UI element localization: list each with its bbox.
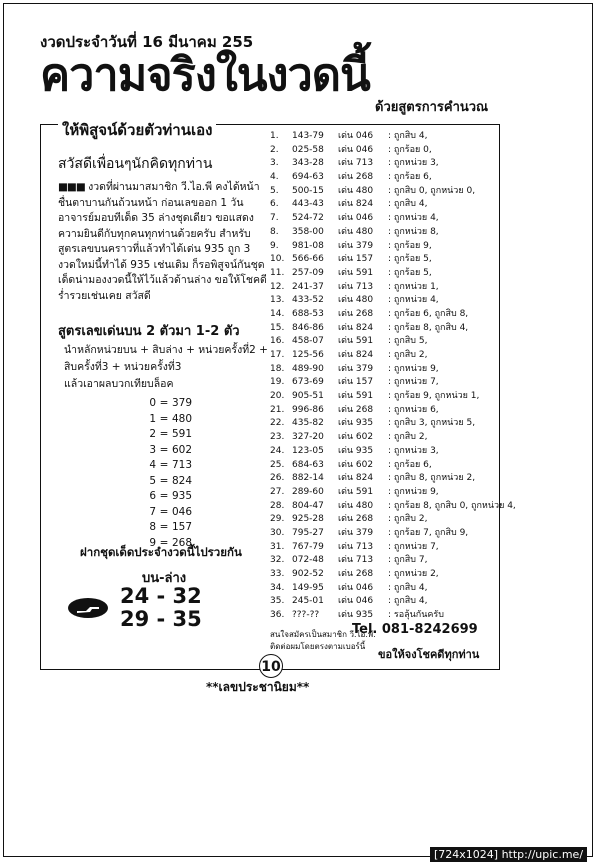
lock-value: 824 xyxy=(172,474,193,487)
result-status: : ถูกร้อย 5, xyxy=(388,254,432,265)
lock-value: 046 xyxy=(172,505,193,518)
result-index: 13. xyxy=(270,295,285,306)
result-draw: 433-52 xyxy=(292,295,324,306)
result-pick: เด่น 824 xyxy=(338,199,374,210)
result-draw: 925-28 xyxy=(292,514,324,525)
result-pick: เด่น 824 xyxy=(338,322,374,333)
result-row xyxy=(270,226,516,240)
result-pick: เด่น 046 xyxy=(338,131,374,141)
result-index: 23. xyxy=(270,432,285,443)
result-row xyxy=(270,417,516,431)
contact-line-2: ติดต่อผมโดยตรงตามเบอร์นี้ xyxy=(270,642,366,651)
result-draw: 458-07 xyxy=(292,336,324,347)
result-status: : ถูกหน่วย 4, xyxy=(388,295,439,306)
result-pick: เด่น 268 xyxy=(338,172,374,183)
result-pick: เด่น 591 xyxy=(338,267,374,278)
result-draw: 072-48 xyxy=(292,555,324,566)
lock-row xyxy=(130,428,192,444)
result-draw: 767-79 xyxy=(292,541,324,552)
issue-date: งวดประจำวันที่ 16 มีนาคม 255 xyxy=(40,33,254,51)
result-draw: 981-08 xyxy=(292,240,324,251)
formula-body: นำหลักหน่วยบน + สิบล่าง + หน่วยครั้งที่2 + สิบครั้งที่3 + หน่วยครั้งที่3 xyxy=(64,344,268,373)
result-draw: 257-09 xyxy=(292,267,324,278)
result-pick: เด่น 379 xyxy=(338,240,374,251)
result-draw: 443-43 xyxy=(292,199,324,210)
result-index: 34. xyxy=(270,582,285,593)
result-index: 15. xyxy=(270,322,285,333)
page-title: ความจริงในงวดนี้ xyxy=(40,48,370,101)
lock-row xyxy=(130,413,192,429)
lock-value: 591 xyxy=(172,428,193,440)
lock-key: 1 xyxy=(149,412,156,425)
bullet-marks: ■■■ xyxy=(58,181,85,193)
result-index: 25. xyxy=(270,459,285,470)
result-pick: เด่น 591 xyxy=(338,336,374,347)
result-pick: เด่น 379 xyxy=(338,527,374,538)
result-index: 10. xyxy=(270,254,285,265)
bon-lang-label: บน-ล่าง xyxy=(142,571,187,586)
result-row xyxy=(270,363,516,377)
result-index: 18. xyxy=(270,363,285,374)
result-status: : ถูกร้อย 6, xyxy=(388,172,432,183)
results-list xyxy=(270,130,516,623)
page-number: 10 xyxy=(259,654,283,678)
result-row xyxy=(270,582,516,596)
result-pick: เด่น 713 xyxy=(338,158,374,169)
result-row xyxy=(270,294,516,308)
result-status: : ถูกหน่วย 9, xyxy=(388,486,439,497)
equals-sign: = xyxy=(159,474,169,487)
result-pick: เด่น 046 xyxy=(338,596,374,607)
result-index: 1. xyxy=(270,131,279,141)
result-pick: เด่น 480 xyxy=(338,500,374,511)
result-status: : ถูกสิบ 4, xyxy=(388,199,428,210)
lock-key: 8 xyxy=(149,521,156,533)
lock-key: 6 xyxy=(149,490,156,502)
equals-sign: = xyxy=(159,443,169,456)
result-row xyxy=(270,130,516,144)
result-status: : ถูกหน่วย 7, xyxy=(388,541,439,552)
equals-sign: = xyxy=(159,505,169,518)
result-index: 26. xyxy=(270,473,285,484)
result-row xyxy=(270,445,516,459)
result-pick: เด่น 480 xyxy=(338,226,374,237)
result-status: : ถูกสิบ 3, ถูกหน่วย 5, xyxy=(388,418,476,429)
result-draw: ???-?? xyxy=(292,610,320,621)
recommendation-note: ฝากชุดเด็ดประจำงวดนี้ไปรวยกัน xyxy=(80,545,242,559)
closing-line: ขอให้จงโชคดีทุกท่าน xyxy=(378,648,480,661)
result-index: 17. xyxy=(270,350,285,360)
result-status: : ถูกสิบ 4, xyxy=(388,582,428,593)
contact-line-1: สนใจสมัครเป็นสมาชิก วี.ไอ.พี. xyxy=(270,630,376,639)
result-status: : ถูกสิบ 0, ถูกหน่วย 0, xyxy=(388,185,476,196)
result-draw: 489-90 xyxy=(292,363,324,374)
result-index: 22. xyxy=(270,418,285,429)
result-draw: 882-14 xyxy=(292,473,324,484)
result-status: : ถูกหน่วย 4, xyxy=(388,213,439,224)
result-pick: เด่น 824 xyxy=(338,350,374,360)
lock-key: 2 xyxy=(149,428,156,440)
result-row xyxy=(270,554,516,568)
lock-key: 5 xyxy=(149,474,156,487)
result-pick: เด่น 713 xyxy=(338,555,374,566)
intro-paragraph xyxy=(58,180,268,304)
lock-value: 379 xyxy=(172,397,193,409)
result-index: 8. xyxy=(270,226,279,237)
lock-key: 9 xyxy=(149,536,156,549)
result-status: : ถูกสิบ 4, xyxy=(388,131,428,141)
lock-key: 3 xyxy=(149,443,156,456)
result-status: : ถูกร้อย 9, ถูกหน่วย 1, xyxy=(388,391,480,402)
result-row xyxy=(270,253,516,267)
result-draw: 123-05 xyxy=(292,445,324,456)
result-status: : ถูกสิบ 4, xyxy=(388,596,428,607)
greeting: สวัสดีเพื่อนๆนักคิดทุกท่าน xyxy=(58,156,213,172)
result-draw: 524-72 xyxy=(292,213,324,224)
equals-sign: = xyxy=(159,490,169,502)
pair-1: 24 - 32 xyxy=(120,584,202,608)
result-row xyxy=(270,198,516,212)
result-index: 29. xyxy=(270,514,285,525)
phone-number: Tel. 081-8242699 xyxy=(352,622,478,637)
result-pick: เด่น 268 xyxy=(338,308,374,319)
result-index: 4. xyxy=(270,172,279,183)
result-draw: 327-20 xyxy=(292,432,324,443)
stack-intro: แล้วเอาผลบวกเทียบล็อค xyxy=(64,378,174,390)
result-draw: 025-58 xyxy=(292,144,324,155)
lock-row xyxy=(130,475,192,491)
lock-key: 7 xyxy=(149,505,156,518)
result-row xyxy=(270,404,516,418)
result-row xyxy=(270,267,516,281)
result-row xyxy=(270,335,516,349)
result-row xyxy=(270,185,516,199)
result-row xyxy=(270,486,516,500)
result-status: : ถูกหน่วย 2, xyxy=(388,569,439,579)
result-index: 32. xyxy=(270,555,285,566)
result-index: 2. xyxy=(270,144,279,155)
result-row xyxy=(270,609,516,623)
lock-value: 935 xyxy=(172,490,193,502)
result-row xyxy=(270,459,516,473)
result-status: : ถูกหน่วย 1, xyxy=(388,281,439,292)
result-status: : ถูกร้อย 6, ถูกสิบ 8, xyxy=(388,308,469,319)
result-index: 28. xyxy=(270,500,285,511)
result-pick: เด่น 824 xyxy=(338,473,374,484)
result-status: : ถูกร้อย 9, xyxy=(388,240,432,251)
result-status: : ถูกร้อย 7, ถูกสิบ 9, xyxy=(388,527,469,538)
result-pick: เด่น 935 xyxy=(338,610,374,621)
result-pick: เด่น 935 xyxy=(338,445,374,456)
result-row xyxy=(270,595,516,609)
equals-sign: = xyxy=(159,459,169,471)
result-status: : ถูกสิบ 7, xyxy=(388,555,428,566)
result-status: : ถูกสิบ 2, xyxy=(388,350,428,360)
lock-value: 602 xyxy=(172,443,193,456)
result-draw: 688-53 xyxy=(292,308,324,319)
result-index: 27. xyxy=(270,486,285,497)
equals-sign: = xyxy=(159,412,169,425)
result-row xyxy=(270,349,516,363)
lock-table xyxy=(130,397,192,552)
result-draw: 358-00 xyxy=(292,226,324,237)
result-index: 20. xyxy=(270,391,285,402)
pair-2: 29 - 35 xyxy=(120,607,202,631)
section-title: ให้พิสูจน์ด้วยตัวท่านเอง xyxy=(58,118,216,142)
result-status: : ถูกหน่วย 3, xyxy=(388,158,439,169)
result-draw: 804-47 xyxy=(292,500,324,511)
lock-row xyxy=(130,490,192,506)
intro-text: งวดที่ผ่านมาสมาชิก วี.ไอ.พี คงได้หน้าชื่นตาบานกันถ้วนหน้า ก่อนเลขออก 1 วันอาจารย์มอบทีเด็ด 35 ล่างชุดเดียว ขอแสดงความยินดีกับทุกคนทุกท่านด้วยครับ สำหรับสูตรเลขบนคราวที่แล้วทำได้เด่น 935 ถูก 3 งวดใหม่นี้ทำได้ 935 เช่นเดิม ก็รอพิสูจน์กันชุดเด็ดน่ามองงวดนี้ให้ไว้แล้วด้านล่าง ขอให้โชคดีร่ำรวยเช่นเคย สวัสดี xyxy=(58,181,267,302)
result-pick: เด่น 935 xyxy=(338,418,374,429)
result-draw: 684-63 xyxy=(292,459,324,470)
result-status: : ถูกร้อย 0, xyxy=(388,144,432,155)
result-row xyxy=(270,144,516,158)
result-row xyxy=(270,568,516,582)
footer-text: **เลขประชานิยม** xyxy=(206,680,310,694)
lock-row xyxy=(130,459,192,475)
result-row xyxy=(270,431,516,445)
result-pick: เด่น 046 xyxy=(338,213,374,224)
result-row xyxy=(270,308,516,322)
result-pick: เด่น 713 xyxy=(338,541,374,552)
lock-row xyxy=(130,506,192,522)
result-draw: 125-56 xyxy=(292,350,324,360)
result-status: : ถูกสิบ 2, xyxy=(388,432,428,443)
result-draw: 143-79 xyxy=(292,131,324,141)
equals-sign: = xyxy=(159,521,169,533)
result-index: 11. xyxy=(270,267,285,278)
lock-value: 480 xyxy=(172,412,193,425)
result-draw: 846-86 xyxy=(292,322,324,333)
formula-text xyxy=(64,342,274,393)
result-index: 9. xyxy=(270,240,279,251)
result-index: 5. xyxy=(270,185,279,196)
result-draw: 694-63 xyxy=(292,172,324,183)
result-index: 3. xyxy=(270,158,279,169)
result-pick: เด่น 379 xyxy=(338,363,374,374)
result-status: : ถูกหน่วย 3, xyxy=(388,445,439,456)
lock-value: 713 xyxy=(172,459,193,471)
result-status: : ถูกร้อย 8, ถูกสิบ 0, ถูกหน่วย 4, xyxy=(388,500,516,511)
lock-value: 157 xyxy=(172,521,193,533)
result-status: : ถูกหน่วย 7, xyxy=(388,377,439,388)
result-index: 35. xyxy=(270,596,285,607)
lock-row xyxy=(130,444,192,460)
result-pick: เด่น 591 xyxy=(338,486,374,497)
result-draw: 241-37 xyxy=(292,281,324,292)
result-index: 16. xyxy=(270,336,285,347)
result-row xyxy=(270,500,516,514)
equals-sign: = xyxy=(159,428,169,440)
result-pick: เด่น 046 xyxy=(338,144,374,155)
result-pick: เด่น 157 xyxy=(338,254,374,265)
result-status: : ถูกสิบ 5, xyxy=(388,336,428,347)
result-pick: เด่น 713 xyxy=(338,281,374,292)
result-row xyxy=(270,472,516,486)
result-pick: เด่น 046 xyxy=(338,582,374,593)
result-draw: 289-60 xyxy=(292,486,324,497)
hand-pointer-icon xyxy=(68,598,108,618)
result-pick: เด่น 480 xyxy=(338,185,374,196)
result-draw: 500-15 xyxy=(292,185,324,196)
result-draw: 343-28 xyxy=(292,158,324,169)
result-pick: เด่น 602 xyxy=(338,432,374,443)
lock-key: 0 xyxy=(149,397,156,409)
result-status: : ถูกหน่วย 6, xyxy=(388,404,439,415)
result-index: 14. xyxy=(270,308,285,319)
result-index: 30. xyxy=(270,527,285,538)
result-index: 12. xyxy=(270,281,285,292)
result-pick: เด่น 591 xyxy=(338,391,374,402)
equals-sign: = xyxy=(159,397,169,409)
result-row xyxy=(270,390,516,404)
recommended-pairs xyxy=(120,585,202,631)
result-index: 19. xyxy=(270,377,285,388)
result-status: : ถูกหน่วย 9, xyxy=(388,363,439,374)
result-index: 24. xyxy=(270,445,285,456)
hand-pointer-graphic xyxy=(68,598,108,618)
result-draw: 996-86 xyxy=(292,404,324,415)
result-row xyxy=(270,281,516,295)
result-draw: 902-52 xyxy=(292,569,324,579)
result-draw: 566-66 xyxy=(292,254,324,265)
result-draw: 795-27 xyxy=(292,527,324,538)
result-pick: เด่น 602 xyxy=(338,459,374,470)
result-status: : ถูกสิบ 2, xyxy=(388,514,428,525)
result-pick: เด่น 480 xyxy=(338,295,374,306)
result-status: : รอลุ้นกันครับ xyxy=(388,610,444,621)
result-row xyxy=(270,541,516,555)
result-index: 33. xyxy=(270,569,285,579)
result-draw: 905-51 xyxy=(292,391,324,402)
result-row xyxy=(270,212,516,226)
result-status: : ถูกร้อย 8, ถูกสิบ 4, xyxy=(388,322,469,333)
lock-row xyxy=(130,397,192,413)
page-subtitle: ด้วยสูตรการคำนวณ xyxy=(375,100,489,115)
result-row xyxy=(270,322,516,336)
result-pick: เด่น 268 xyxy=(338,514,374,525)
equals-sign: = xyxy=(159,536,169,549)
result-draw: 673-69 xyxy=(292,377,324,388)
result-row xyxy=(270,171,516,185)
result-status: : ถูกสิบ 8, ถูกหน่วย 2, xyxy=(388,473,476,484)
result-index: 36. xyxy=(270,610,285,621)
result-index: 7. xyxy=(270,213,279,224)
result-draw: 245-01 xyxy=(292,596,324,607)
watermark: [724x1024] http://upic.me/ xyxy=(430,847,587,862)
result-status: : ถูกหน่วย 8, xyxy=(388,226,439,237)
result-status: : ถูกร้อย 6, xyxy=(388,459,432,470)
result-row xyxy=(270,157,516,171)
result-index: 6. xyxy=(270,199,279,210)
result-draw: 435-82 xyxy=(292,418,324,429)
result-row xyxy=(270,376,516,390)
lock-row xyxy=(130,521,192,537)
result-row xyxy=(270,240,516,254)
result-status: : ถูกร้อย 5, xyxy=(388,267,432,278)
result-index: 31. xyxy=(270,541,285,552)
formula-title: สูตรเลขเด่นบน 2 ตัวมา 1-2 ตัว xyxy=(58,324,240,339)
result-draw: 149-95 xyxy=(292,582,324,593)
lock-value: 268 xyxy=(172,536,193,549)
result-pick: เด่น 268 xyxy=(338,569,374,579)
result-index: 21. xyxy=(270,404,285,415)
result-pick: เด่น 268 xyxy=(338,404,374,415)
result-row xyxy=(270,527,516,541)
result-pick: เด่น 157 xyxy=(338,377,374,388)
result-row xyxy=(270,513,516,527)
lock-key: 4 xyxy=(149,459,156,471)
